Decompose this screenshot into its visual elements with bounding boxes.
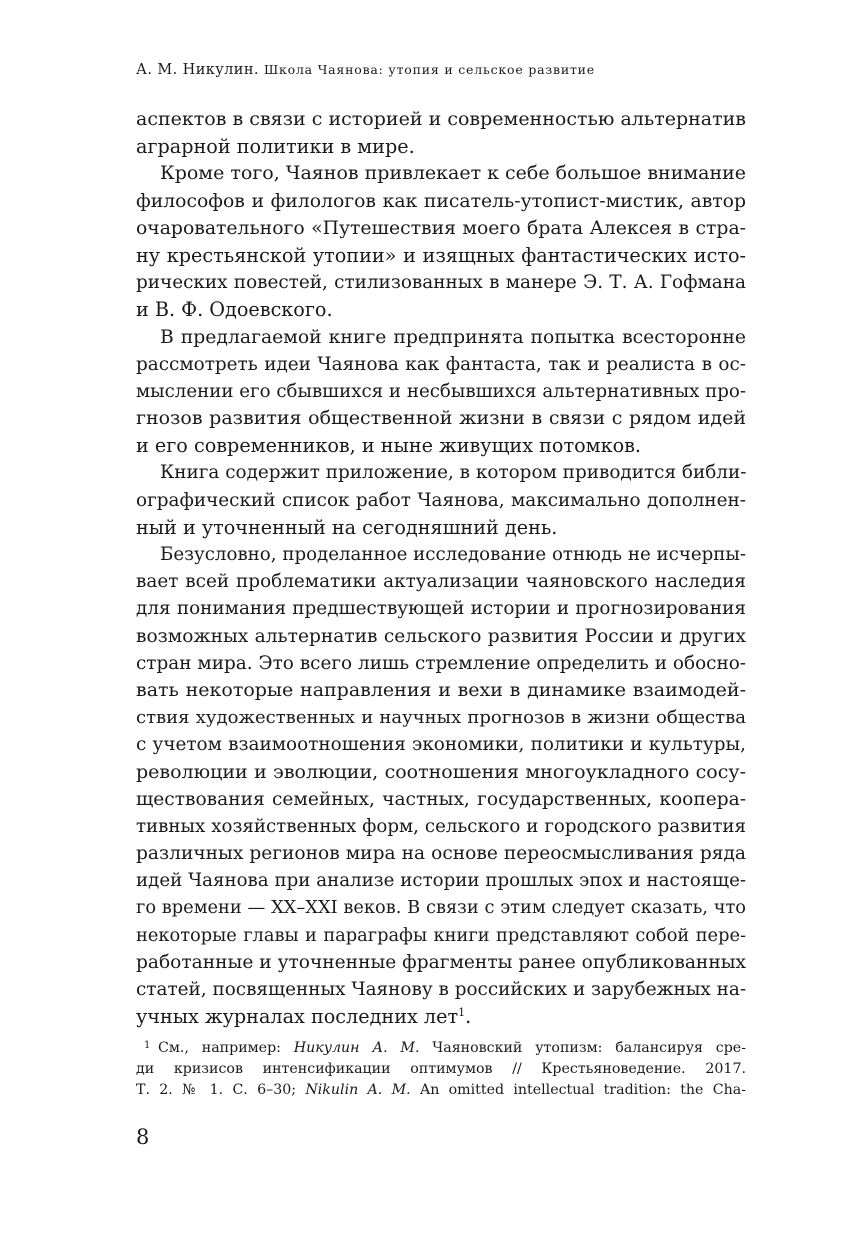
text-line: очаровательного «Путешествия моего брата Алексея в стра- — [136, 217, 746, 239]
text-line: ществования семейных, частных, государственных, коопера- — [136, 788, 746, 810]
main-text — [136, 106, 746, 1030]
footnotes — [136, 1038, 746, 1101]
header-book-title: Школа Чаянова: утопия и сельское развитие — [263, 62, 595, 77]
footnote-author: Никулин А. М. — [293, 1040, 420, 1056]
footnote-reference[interactable]: 1 — [458, 1006, 466, 1020]
footnote-line: ди кризисов интенсификации оптимумов // Крестьяноведение. 2017. — [136, 1061, 746, 1077]
text-line: го времени — XX–XXI веков. В связи с этим следует сказать, что — [136, 897, 746, 919]
text-line-final-text: учных журналах последних лет — [136, 1005, 459, 1029]
text-line: и В. Ф. Одоевского. — [136, 298, 333, 322]
text-line: стран мира. Это всего лишь стремление определить и обосно- — [136, 652, 746, 674]
text-line: Кроме того, Чаянов привлекает к себе большое внимание — [160, 162, 747, 185]
footnote-marker: 1 — [144, 1040, 151, 1051]
text-line: с учетом взаимоотношения экономики, политики и культуры, — [136, 734, 746, 756]
text-line: возможных альтернатив сельского развития России и других — [136, 625, 746, 647]
text-line: статей, посвященных Чаянову в российских и зарубежных на- — [136, 979, 747, 1000]
text-line: ну крестьянской утопии» и изящных фантастических исто- — [136, 243, 746, 267]
text-line: некоторые главы и параграфы книги представляют собой пере- — [136, 924, 746, 946]
final-period: . — [465, 1005, 472, 1029]
text-line-final — [136, 1003, 746, 1030]
text-line: аспектов в связи с историей и современностью альтернатив — [136, 108, 746, 130]
text-line: различных регионов мира на основе переосмысливания ряда — [136, 843, 746, 865]
text-line: рассмотреть идеи Чаянова как фантаста, так и реалиста в ос- — [136, 353, 746, 375]
running-header — [136, 62, 746, 78]
text-line: гнозов развития общественной жизни в связи с рядом идей — [136, 407, 746, 430]
text-line: революции и эволюции, соотношения многоукладного сосу- — [136, 760, 746, 783]
text-line: мыслении его сбывшихся и несбывшихся альтернативных про- — [136, 380, 746, 402]
text-line: идей Чаянова при анализе истории прошлых эпох и настояще- — [136, 870, 746, 892]
footnote-text: Т. 2. № 1. С. 6–30; — [136, 1082, 306, 1098]
footnote-line — [136, 1038, 746, 1059]
text-line: и его современников, и ныне живущих потомков. — [136, 434, 642, 458]
footnote-text: An omitted intellectual tradition: the Cha- — [410, 1082, 746, 1098]
text-line: ный и уточненный на сегодняшний день. — [136, 515, 558, 539]
text-line: ствия художественных и научных прогнозов в жизни общества — [136, 707, 746, 729]
text-line: Безусловно, проделанное исследование отнюдь не исчерпы- — [160, 544, 746, 565]
page-number: 8 — [136, 1125, 150, 1149]
text-line: философов и филологов как писатель-утопист-мистик, автор — [136, 190, 746, 212]
text-line: работанные и уточненные фрагменты ранее опубликованных — [136, 951, 746, 973]
text-line: аграрной политики в мире. — [136, 135, 415, 159]
text-line: вать некоторые направления и вехи в динамике взаимодей- — [136, 678, 746, 701]
text-line: Книга содержит приложение, в котором приводится библи- — [160, 462, 747, 484]
text-line: В предлагаемой книге предпринята попытка всесторонне — [160, 326, 746, 348]
text-line: ографический список работ Чаянова, максимально дополнен- — [136, 489, 746, 511]
footnote-text: См., например: — [158, 1040, 294, 1056]
text-line: для понимания предшествующей истории и прогнозирования — [136, 598, 746, 620]
text-line: вает всей проблематики актуализации чаяновского наследия — [136, 571, 746, 593]
footnote-line — [136, 1080, 746, 1101]
text-line: тивных хозяйственных форм, сельского и городского развития — [136, 815, 746, 837]
text-line: рических повестей, стилизованных в манере Э. Т. А. Гофмана — [136, 272, 746, 294]
header-author: А. М. Никулин. — [136, 62, 259, 78]
footnote-text: Чаяновский утопизм: балансируя сре- — [419, 1040, 746, 1056]
footnote-author: Nikulin A. M. — [305, 1082, 411, 1098]
